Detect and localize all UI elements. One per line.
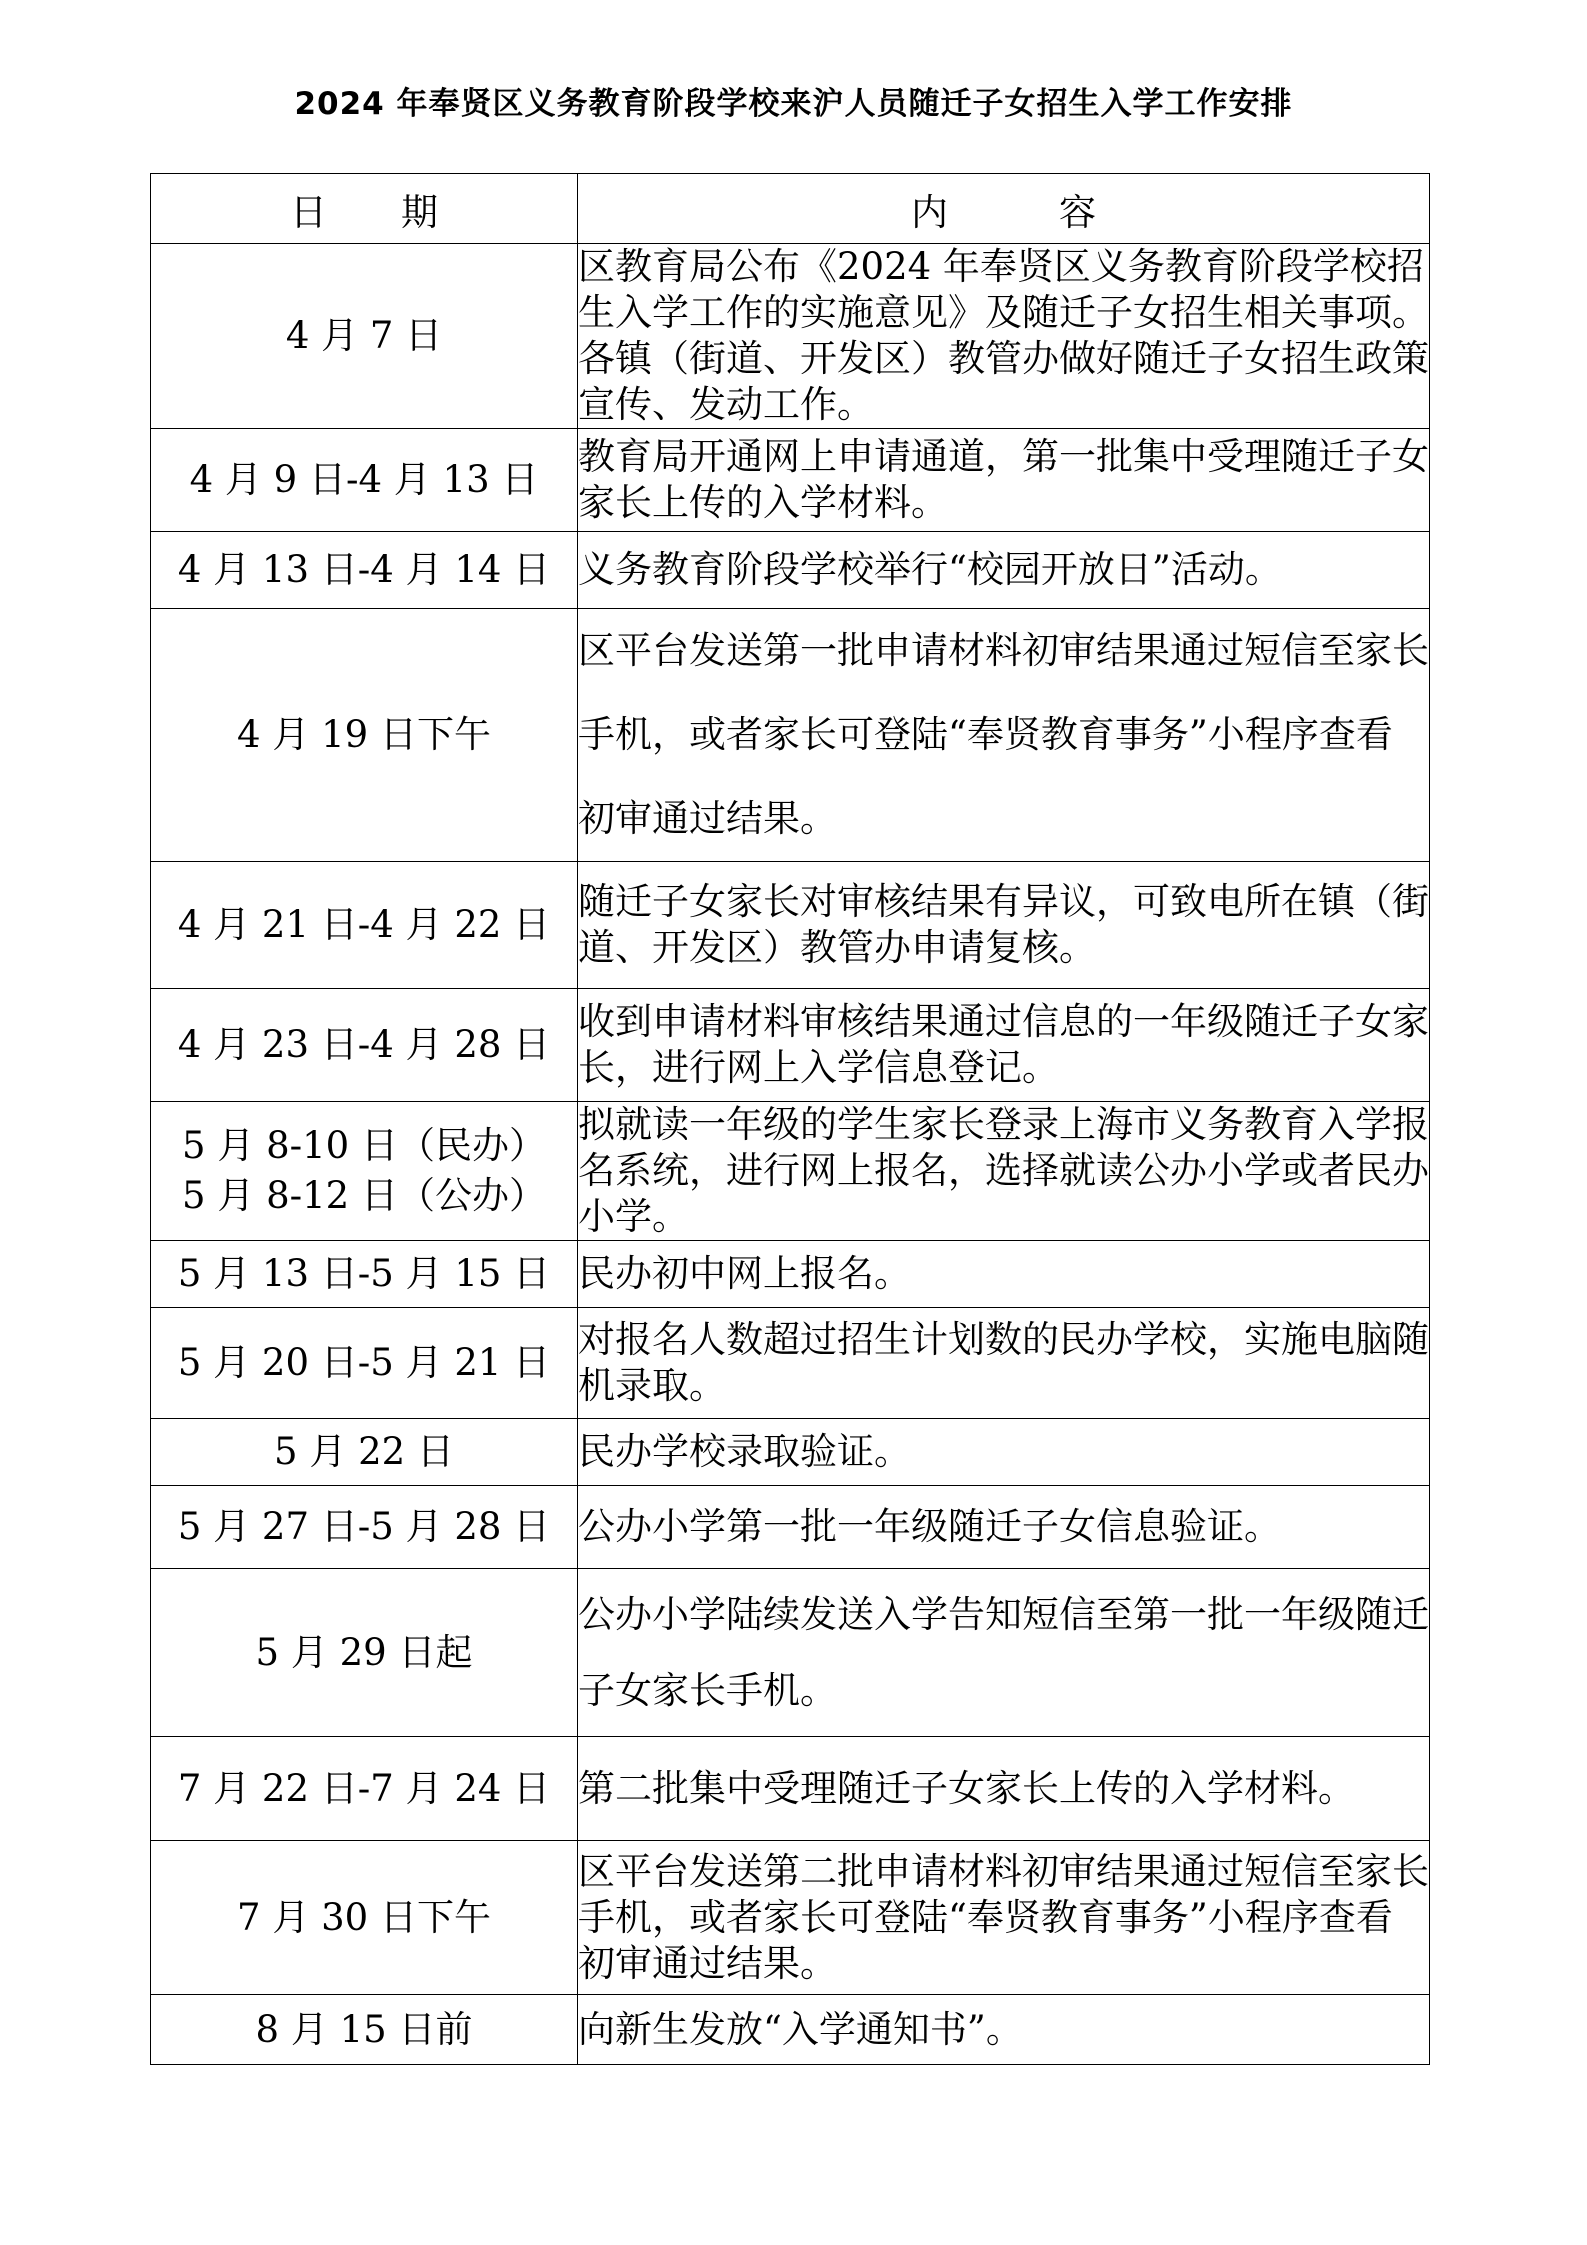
- table-header-row: [151, 174, 1430, 244]
- date-cell: [151, 1486, 578, 1569]
- date-cell: [151, 1419, 578, 1486]
- table-row: [151, 1737, 1430, 1841]
- content-cell: 向新生发放“入学通知书”。: [578, 1995, 1430, 2065]
- header-date: 日 期: [151, 174, 578, 244]
- table-row: [151, 1419, 1430, 1486]
- table-row: [151, 1841, 1430, 1995]
- date-text: 5 月 8-12 日（公办）: [182, 1174, 546, 1217]
- content-cell: 区平台发送第一批申请材料初审结果通过短信至家长手机，或者家长可登陆“奉贤教育事务”小程序查看初审通过结果。: [578, 609, 1430, 862]
- content-cell: 对报名人数超过招生计划数的民办学校，实施电脑随机录取。: [578, 1308, 1430, 1419]
- table-row: [151, 1486, 1430, 1569]
- table-row: [151, 1241, 1430, 1308]
- date-text: 8 月 15 日前: [255, 2007, 473, 2051]
- date-cell: [151, 862, 578, 989]
- date-cell: [151, 1569, 578, 1737]
- date-text: 4 月 9 日-4 月 13 日: [189, 458, 539, 501]
- content-cell: 第二批集中受理随迁子女家长上传的入学材料。: [578, 1737, 1430, 1841]
- content-cell: 教育局开通网上申请通道，第一批集中受理随迁子女家长上传的入学材料。: [578, 429, 1430, 532]
- date-text: 5 月 20 日-5 月 21 日: [177, 1341, 551, 1384]
- content-cell: 随迁子女家长对审核结果有异议，可致电所在镇（街道、开发区）教管办申请复核。: [578, 862, 1430, 989]
- date-cell: [151, 1241, 578, 1308]
- date-text: 5 月 13 日-5 月 15 日: [177, 1252, 551, 1295]
- content-cell: 拟就读一年级的学生家长登录上海市义务教育入学报名系统，进行网上报名，选择就读公办小学或者民办小学。: [578, 1102, 1430, 1241]
- content-cell: 区教育局公布《2024 年奉贤区义务教育阶段学校招生入学工作的实施意见》及随迁子女招生相关事项。各镇（街道、开发区）教管办做好随迁子女招生政策宣传、发动工作。: [578, 244, 1430, 429]
- content-cell: 公办小学第一批一年级随迁子女信息验证。: [578, 1486, 1430, 1569]
- table-row: [151, 862, 1430, 989]
- content-cell: 义务教育阶段学校举行“校园开放日”活动。: [578, 532, 1430, 609]
- date-text: 7 月 22 日-7 月 24 日: [177, 1766, 551, 1810]
- schedule-table: [150, 173, 1430, 2065]
- table-row: [151, 1995, 1430, 2065]
- table-row: [151, 429, 1430, 532]
- date-cell: [151, 532, 578, 609]
- date-cell: [151, 244, 578, 429]
- table-row: [151, 1308, 1430, 1419]
- date-text: 4 月 21 日-4 月 22 日: [177, 903, 551, 946]
- content-cell: 收到申请材料审核结果通过信息的一年级随迁子女家长，进行网上入学信息登记。: [578, 989, 1430, 1102]
- date-text: 5 月 27 日-5 月 28 日: [177, 1505, 551, 1548]
- table-row: [151, 1569, 1430, 1737]
- date-cell: [151, 1737, 578, 1841]
- table-row: [151, 244, 1430, 429]
- date-text: 4 月 7 日: [285, 314, 443, 357]
- date-text: 7 月 30 日下午: [237, 1895, 491, 1939]
- date-text: 5 月 29 日起: [255, 1630, 473, 1674]
- content-cell: 民办学校录取验证。: [578, 1419, 1430, 1486]
- date-cell: [151, 1841, 578, 1995]
- date-text: 4 月 13 日-4 月 14 日: [177, 548, 551, 591]
- table-row: [151, 989, 1430, 1102]
- content-cell: 区平台发送第二批申请材料初审结果通过短信至家长手机，或者家长可登陆“奉贤教育事务”小程序查看初审通过结果。: [578, 1841, 1430, 1995]
- content-cell: 公办小学陆续发送入学告知短信至第一批一年级随迁子女家长手机。: [578, 1569, 1430, 1737]
- date-text: 5 月 8-10 日（民办）: [182, 1124, 546, 1167]
- date-cell: [151, 1995, 578, 2065]
- date-cell: [151, 1102, 578, 1241]
- date-cell: [151, 429, 578, 532]
- content-cell: 民办初中网上报名。: [578, 1241, 1430, 1308]
- date-cell: [151, 1308, 578, 1419]
- header-content: 内 容: [578, 174, 1430, 244]
- date-text: 5 月 22 日: [274, 1430, 454, 1473]
- table-row: [151, 532, 1430, 609]
- date-cell: [151, 609, 578, 862]
- page-title: 2024 年奉贤区义务教育阶段学校来沪人员随迁子女招生入学工作安排: [294, 86, 1293, 122]
- date-cell: [151, 989, 578, 1102]
- table-row: [151, 1102, 1430, 1241]
- date-text: 4 月 19 日下午: [237, 713, 491, 756]
- date-text: 4 月 23 日-4 月 28 日: [177, 1023, 551, 1066]
- table-row: [151, 609, 1430, 862]
